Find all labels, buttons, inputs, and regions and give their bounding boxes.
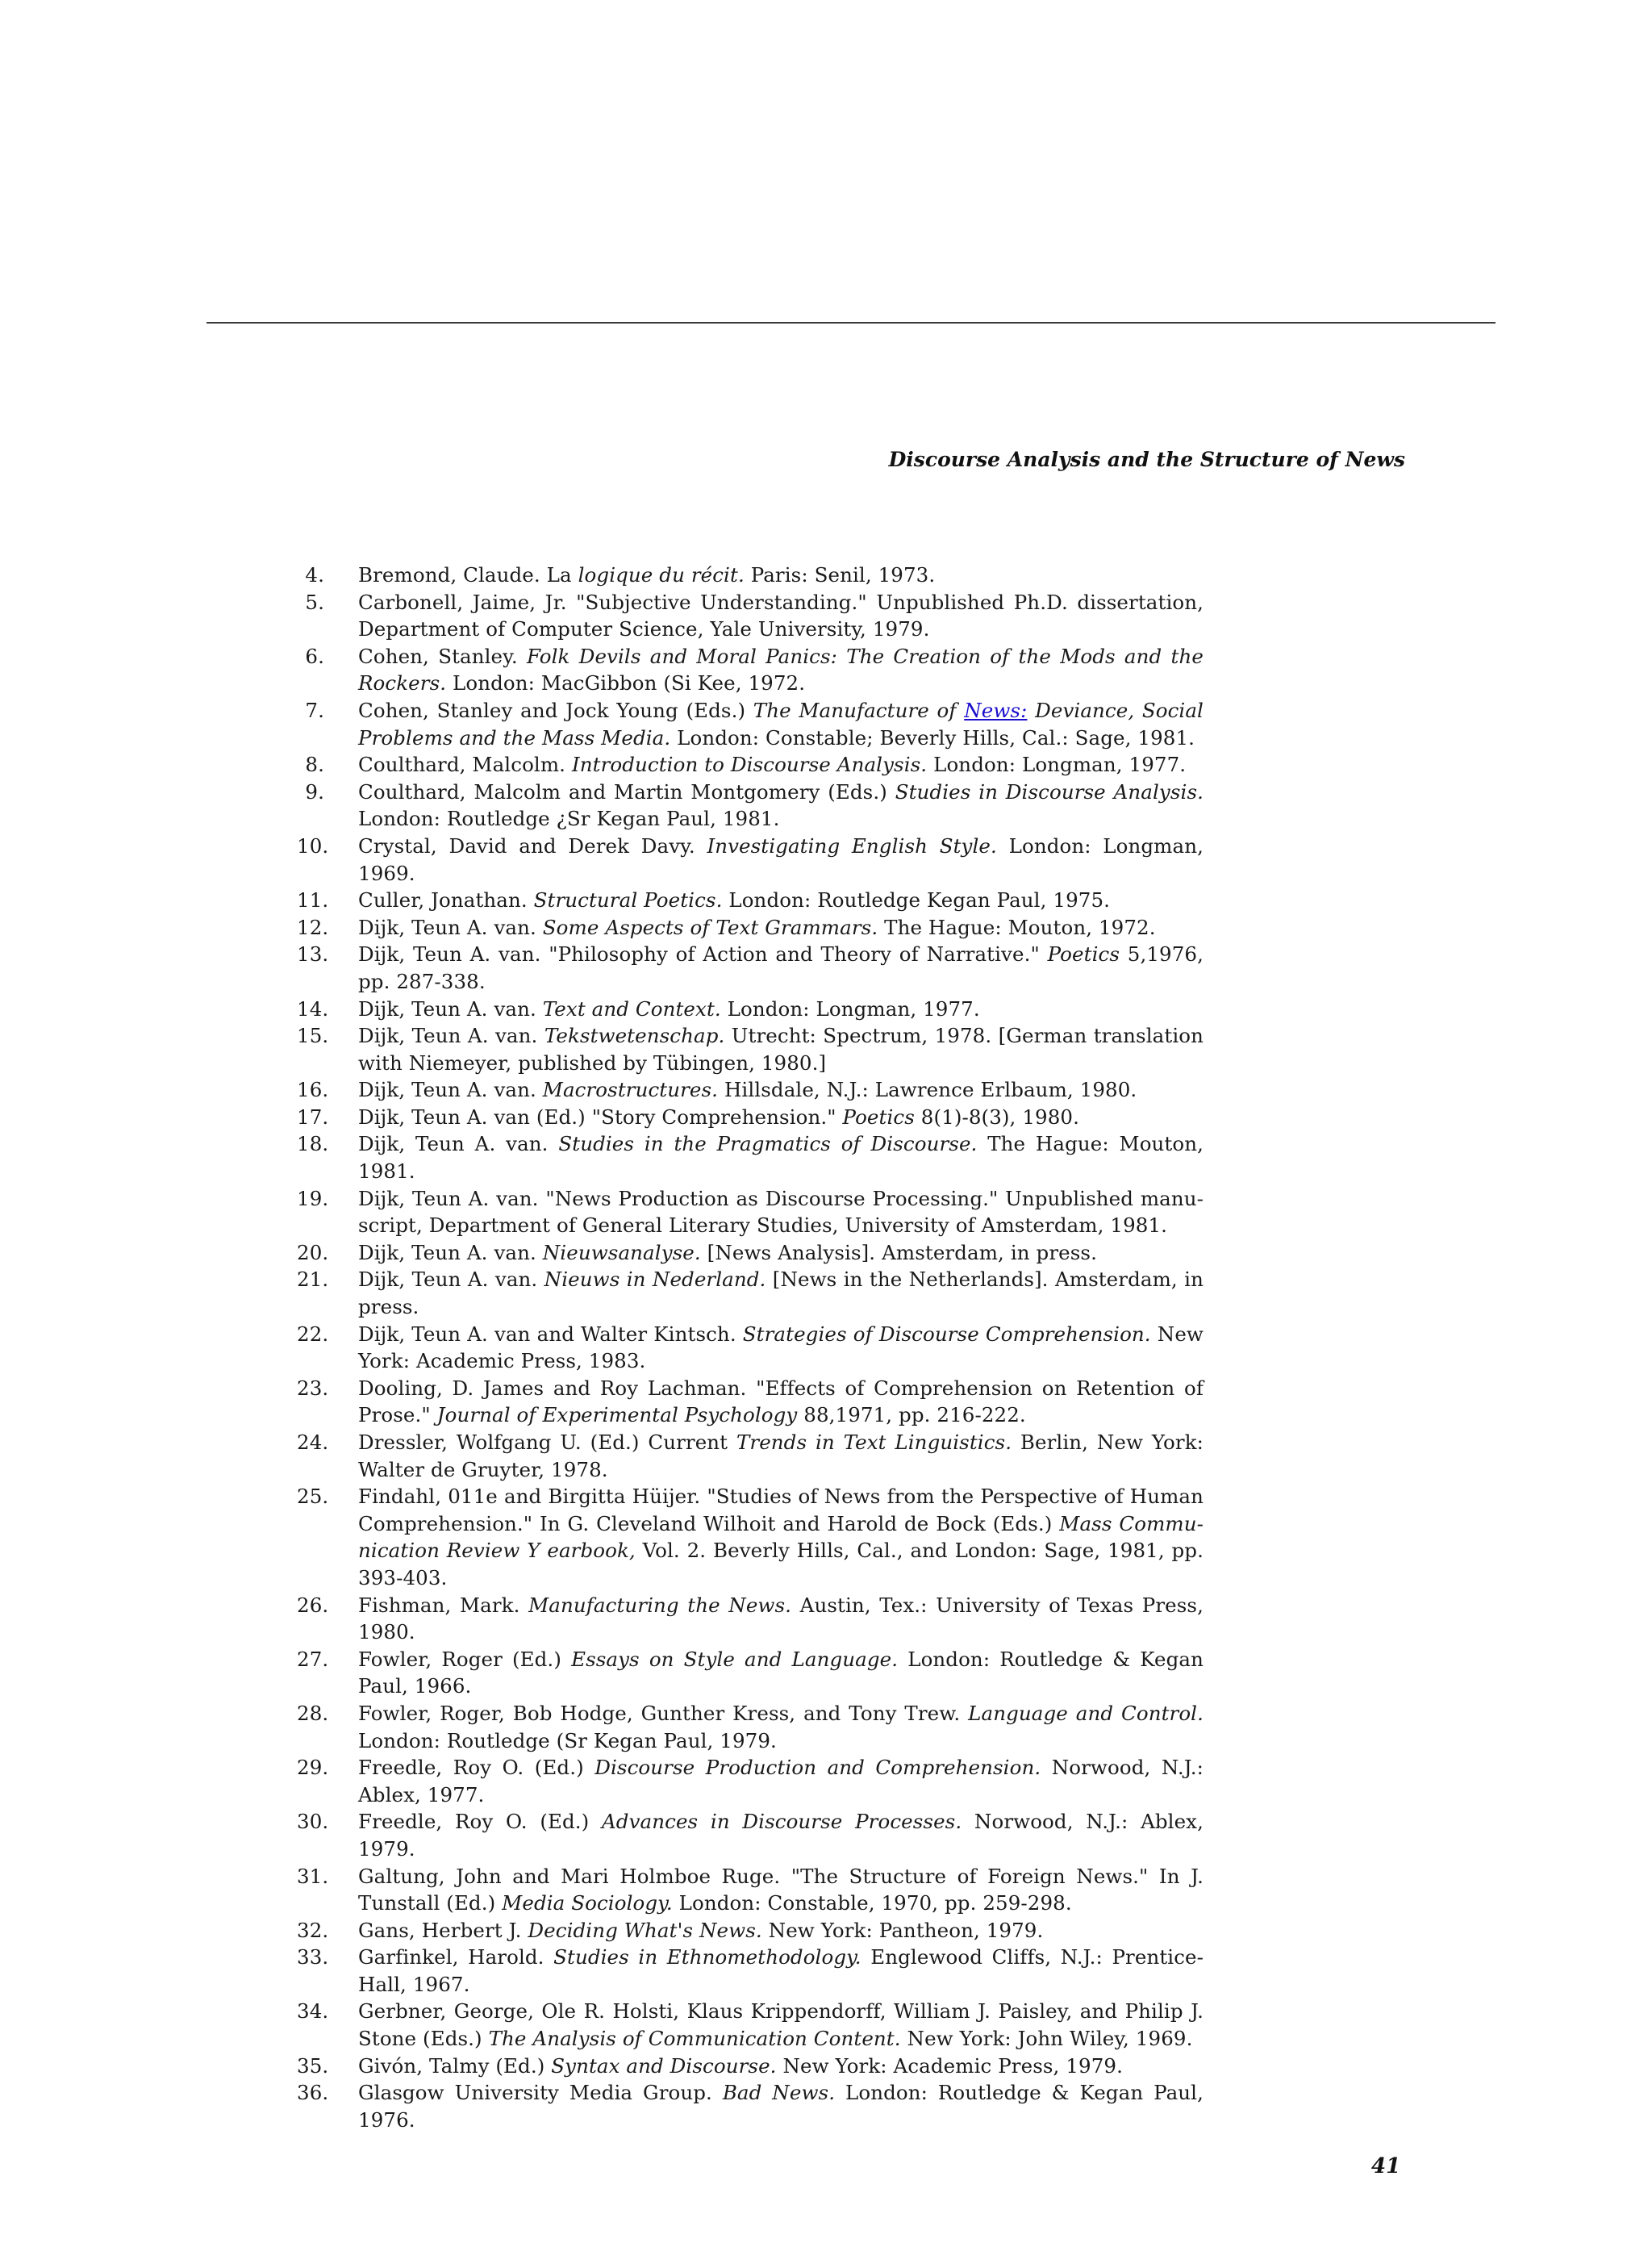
running-head: Discourse Analysis and the Structure of News — [888, 448, 1405, 471]
reference-text: New York: Academic Press, 1979. — [776, 2053, 1123, 2078]
reference-text: London: Longman, 1977. — [720, 996, 980, 1021]
reference-text: New York: John Wiley, 1969. — [900, 2027, 1193, 2051]
reference-title: Media Sociology. — [502, 1891, 673, 1915]
reference-text: 88,1971, pp. 216-222. — [797, 1403, 1026, 1427]
reference-number: 10. — [297, 833, 329, 858]
reference-text: Coulthard, Malcolm. — [358, 753, 572, 777]
reference-item — [297, 1429, 1204, 1483]
reference-number: 17. — [297, 1105, 329, 1129]
reference-text: Dijk, Teun A. van. — [358, 1268, 544, 1292]
reference-number: 11. — [297, 888, 329, 913]
reference-text: Vol. 2. Beverly Hills, Cal., and London: Sage, 1981, pp. 393-403. — [358, 1539, 1204, 1589]
reference-title: Discourse Production and Comprehension. — [594, 1756, 1041, 1780]
reference-item — [297, 1076, 1204, 1104]
reference-number: 30. — [297, 1810, 329, 1834]
reference-item — [297, 1239, 1204, 1267]
reference-text: Hillsdale, N.J.: Lawrence Erlbaum, 1980. — [718, 1078, 1137, 1102]
reference-text: Dijk, Teun A. van. — [358, 1240, 543, 1264]
reference-title: Introduction to Discourse Analysis. — [571, 753, 928, 777]
reference-text: Dressler, Wolfgang U. (Ed.) Current — [358, 1431, 736, 1454]
reference-title: Investigating English Style. — [707, 833, 997, 858]
reference-text: London: Routledge (Sr Kegan Paul, 1979. — [358, 1728, 777, 1752]
reference-text: Findahl, 011e and Birgitta Hüijer. "Studies of News from the Perspective of Human Comprehension." In G. Cleveland Wilhoit and Harold de Bock (Eds.) — [358, 1485, 1204, 1535]
reference-item — [297, 1863, 1204, 1917]
reference-text: Dijk, Teun A. van (Ed.) "Story Comprehension." — [358, 1105, 843, 1129]
reference-item — [300, 562, 1204, 589]
reference-item — [297, 1700, 1204, 1754]
reference-number: 6. — [305, 644, 324, 668]
reference-title: Deviance, Social Problems and the Mass Media. — [358, 698, 1204, 750]
reference-text: Utrecht: Spectrum, 1978. [German translation with Niemeyer, published by Tübingen, 1980.] — [358, 1024, 1204, 1075]
reference-title: Manufacturing the News. — [528, 1593, 792, 1617]
reference-number: 16. — [297, 1078, 329, 1102]
reference-text: Givón, Talmy (Ed.) — [358, 2053, 552, 2078]
reference-title: Structural Poetics. — [533, 888, 723, 913]
reference-title: Trends in Text Linguistics. — [736, 1431, 1012, 1454]
reference-text: Glasgow University Media Group. — [358, 2081, 723, 2105]
reference-text: [News in the Netherlands]. Amsterdam, in press. — [358, 1268, 1204, 1319]
reference-text: Dijk, Teun A. van. — [358, 1078, 543, 1102]
reference-text: Freedle, Roy O. (Ed.) — [358, 1810, 603, 1834]
reference-title: Advances in Discourse Processes. — [602, 1810, 962, 1834]
reference-text: 5,1976, pp. 287-338. — [358, 942, 1204, 993]
reference-text: Dijk, Teun A. van. — [358, 1132, 559, 1156]
reference-item — [297, 1944, 1204, 1998]
reference-number: 32. — [297, 1918, 329, 1942]
reference-text: Dijk, Teun A. van. — [358, 996, 543, 1021]
reference-text: London: Routledge Kegan Paul, 1975. — [722, 888, 1111, 913]
reference-number: 22. — [297, 1322, 329, 1346]
reference-text: Dijk, Teun A. van. — [358, 915, 543, 939]
reference-item — [300, 779, 1204, 833]
reference-item — [297, 996, 1204, 1023]
reference-text: New York: Pantheon, 1979. — [761, 1918, 1044, 1942]
reference-number: 18. — [297, 1132, 329, 1156]
reference-text: Fishman, Mark. — [358, 1593, 529, 1617]
reference-number: 34. — [297, 1999, 329, 2024]
reference-text: Fowler, Roger (Ed.) — [358, 1647, 572, 1671]
reference-text: London: Routledge & Kegan Paul, 1976. — [358, 2081, 1204, 2132]
reference-item — [297, 1754, 1204, 1808]
reference-title: Macrostructures. — [542, 1078, 719, 1102]
reference-text: The Hague: Mouton, 1972. — [878, 915, 1156, 939]
reference-item — [300, 643, 1204, 697]
reference-title: Journal of Experimental Psychology — [436, 1403, 798, 1427]
reference-title: Tekstwetenschap. — [544, 1024, 725, 1048]
reference-number: 25. — [297, 1485, 329, 1509]
reference-text: New York: Academic Press, 1983. — [358, 1322, 1204, 1373]
reference-number: 36. — [297, 2081, 329, 2105]
reference-number: 8. — [305, 753, 324, 777]
reference-text: London: Constable, 1970, pp. 259-298. — [672, 1891, 1072, 1915]
reference-number: 19. — [297, 1186, 329, 1210]
reference-text: The Hague: Mouton, 1981. — [358, 1132, 1204, 1184]
reference-item — [297, 1917, 1204, 1944]
reference-text: Culler, Jonathan. — [358, 888, 534, 913]
reference-text: Norwood, N.J.: Ablex, 1979. — [358, 1810, 1204, 1861]
reference-item — [297, 887, 1204, 914]
reference-title: Text and Context. — [542, 996, 721, 1021]
reference-item — [300, 751, 1204, 779]
reference-item — [297, 1321, 1204, 1375]
reference-title: The Manufacture of — [753, 698, 965, 722]
reference-text: Austin, Tex.: University of Texas Press, 1980. — [358, 1593, 1204, 1644]
reference-item — [297, 1998, 1204, 2052]
reference-title: The Analysis of Communication Content. — [488, 2027, 901, 2051]
reference-text: London: Longman, 1977. — [927, 753, 1187, 777]
reference-text: Carbonell, Jaime, Jr. "Subjective Understanding." Unpublished Ph.D. dissertation, Department of Computer Science, Yale University, 1979. — [358, 590, 1204, 641]
reference-number: 7. — [305, 698, 324, 722]
reference-number: 33. — [297, 1945, 329, 1969]
reference-list — [297, 562, 1204, 2133]
reference-item — [297, 1185, 1204, 1239]
reference-text: Dooling, D. James and Roy Lachman. "Effects of Comprehension on Retention of Prose." — [358, 1376, 1204, 1427]
reference-text: Coulthard, Malcolm and Martin Montgomery (Eds.) — [358, 779, 895, 804]
reference-title: Folk Devils and Moral Panics: The Creation of the Mods and the Rockers. — [358, 644, 1204, 695]
reference-text: Freedle, Roy O. (Ed.) — [358, 1756, 595, 1780]
reference-number: 14. — [297, 996, 329, 1021]
page-number: 41 — [1371, 2154, 1401, 2178]
reference-number: 31. — [297, 1864, 329, 1888]
reference-title: Studies in the Pragmatics of Discourse. — [558, 1132, 978, 1156]
reference-number: 35. — [297, 2053, 329, 2078]
reference-title: Syntax and Discourse. — [551, 2053, 777, 2078]
reference-item — [297, 1375, 1204, 1429]
reference-title: Deciding What's News. — [528, 1918, 762, 1942]
reference-item — [300, 697, 1204, 751]
reference-text: Galtung, John and Mari Holmboe Ruge. "The Structure of Foreign News." In J. Tunstall (Ed.) — [358, 1864, 1204, 1915]
reference-text: London: Longman, 1969. — [358, 833, 1204, 885]
reference-item — [300, 589, 1204, 643]
reference-number: 23. — [297, 1376, 329, 1400]
reference-number: 27. — [297, 1647, 329, 1671]
reference-number: 15. — [297, 1024, 329, 1048]
reference-item — [297, 1592, 1204, 1646]
reference-item — [297, 2053, 1204, 2080]
reference-title: Studies in Ethnomethodology. — [553, 1945, 861, 1969]
reference-text: Dijk, Teun A. van. — [358, 1024, 544, 1048]
reference-number: 28. — [297, 1701, 329, 1725]
reference-title: Nieuws in Nederland. — [544, 1268, 766, 1292]
reference-item — [297, 941, 1204, 995]
reference-item — [297, 1808, 1204, 1862]
reference-title: Essays on Style and Language. — [571, 1647, 899, 1671]
reference-number: 9. — [305, 779, 324, 804]
reference-title: Studies in Discourse Analysis. — [895, 779, 1204, 804]
reference-item — [297, 833, 1204, 887]
reference-title: logique du récit. — [578, 563, 745, 587]
reference-title: Strategies of Discourse Comprehension. — [742, 1322, 1151, 1346]
reference-title: Language and Control. — [968, 1701, 1204, 1725]
reference-text: 8(1)-8(3), 1980. — [914, 1105, 1079, 1129]
reference-text: Paris: Senil, 1973. — [744, 563, 936, 587]
reference-number: 12. — [297, 915, 329, 939]
reference-text: Norwood, N.J.: Ablex, 1977. — [358, 1756, 1204, 1806]
reference-text: Bremond, Claude. La — [358, 563, 578, 587]
reference-text: London: Routledge ¿Sr Kegan Paul, 1981. — [358, 807, 780, 831]
reference-number: 29. — [297, 1756, 329, 1780]
reference-text: [News Analysis]. Amsterdam, in press. — [700, 1240, 1097, 1264]
reference-text: Fowler, Roger, Bob Hodge, Gunther Kress, and Tony Trew. — [358, 1701, 969, 1725]
reference-text: Englewood Cliffs, N.J.: Prentice-Hall, 1967. — [358, 1945, 1204, 1996]
reference-text: Dijk, Teun A. van. "News Production as Discourse Processing." Unpublished manu-script, Department of General Literary Studies, University of Amsterdam, 1981. — [358, 1186, 1204, 1238]
reference-title: Nieuwsanalyse. — [542, 1240, 701, 1264]
reference-link[interactable]: News: — [964, 698, 1028, 722]
reference-title: Poetics — [1047, 942, 1120, 967]
reference-text: Garfinkel, Harold. — [358, 1945, 554, 1969]
reference-item — [297, 2079, 1204, 2133]
reference-text: London: MacGibbon (Si Kee, 1972. — [446, 671, 806, 695]
reference-item — [297, 1104, 1204, 1131]
reference-item — [297, 914, 1204, 942]
reference-number: 4. — [305, 563, 324, 587]
reference-text: Crystal, David and Derek Davy. — [358, 833, 707, 858]
reference-number: 24. — [297, 1431, 329, 1454]
reference-text: Dijk, Teun A. van and Walter Kintsch. — [358, 1322, 743, 1346]
reference-number: 20. — [297, 1240, 329, 1264]
reference-item — [297, 1130, 1204, 1184]
reference-number: 5. — [305, 590, 324, 614]
reference-number: 13. — [297, 942, 329, 967]
reference-title: Mass Commu-nication Review Y earbook, — [358, 1511, 1204, 1563]
reference-item — [297, 1646, 1204, 1700]
reference-title: Poetics — [842, 1105, 915, 1129]
reference-title: Some Aspects of Text Grammars. — [542, 915, 878, 939]
reference-text: Dijk, Teun A. van. "Philosophy of Action and Theory of Narrative." — [358, 942, 1048, 967]
reference-text: Cohen, Stanley. — [358, 644, 527, 668]
reference-text: Cohen, Stanley and Jock Young (Eds.) — [358, 698, 753, 722]
reference-text: London: Constable; Beverly Hills, Cal.: Sage, 1981. — [670, 725, 1195, 750]
reference-number: 26. — [297, 1593, 329, 1617]
reference-text: London: Routledge & Kegan Paul, 1966. — [358, 1647, 1204, 1698]
reference-text: Gerbner, George, Ole R. Holsti, Klaus Krippendorff, William J. Paisley, and Philip J. Stone (Eds.) — [358, 1999, 1204, 2051]
reference-item — [297, 1022, 1204, 1076]
reference-number: 21. — [297, 1268, 329, 1292]
reference-text: Berlin, New York: Walter de Gruyter, 1978. — [358, 1431, 1204, 1481]
reference-item — [297, 1266, 1204, 1320]
header-rule — [206, 322, 1496, 324]
reference-item — [297, 1483, 1204, 1591]
reference-text: Gans, Herbert J. — [358, 1918, 528, 1942]
reference-title: Bad News. — [722, 2081, 836, 2105]
